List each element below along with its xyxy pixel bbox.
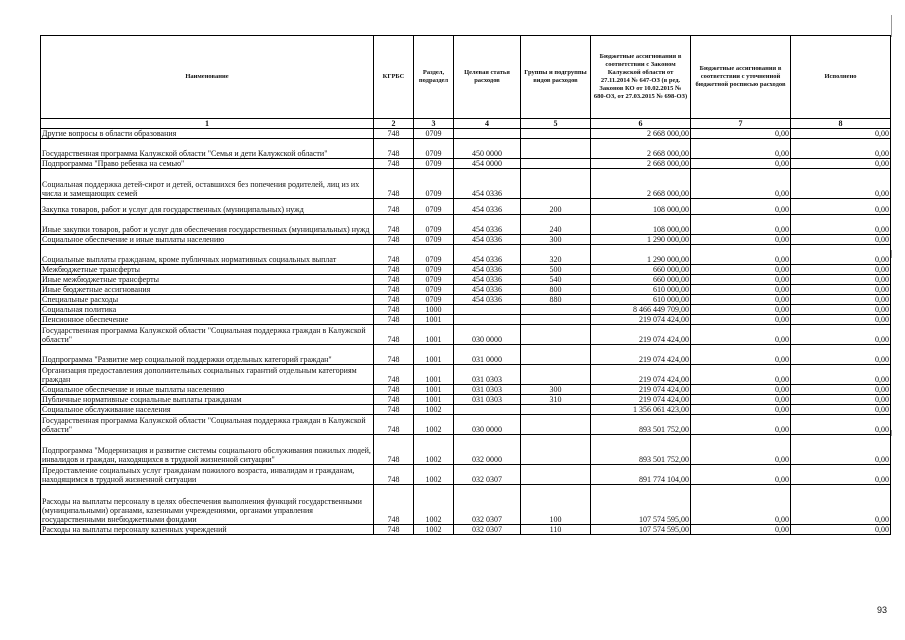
cell-refined: 0,00 <box>691 295 791 305</box>
cell-executed: 0,00 <box>791 285 891 295</box>
cell-expense-type <box>521 415 591 435</box>
cell-refined: 0,00 <box>691 265 791 275</box>
cell-name: Социальная поддержка детей-сирот и детей, оставшихся без попечения родителей, лиц из их числа и замещающих семей <box>41 169 374 199</box>
table-row <box>41 159 891 169</box>
table-row <box>41 215 891 235</box>
header-executed: Исполнено <box>791 36 891 119</box>
cell-kgrbs: 748 <box>374 395 414 405</box>
cell-expense-type <box>521 325 591 345</box>
cell-razdel: 1001 <box>414 345 454 365</box>
cell-amount: 219 074 424,00 <box>591 365 691 385</box>
cell-name: Социальное обеспечение и иные выплаты населению <box>41 385 374 395</box>
cell-refined: 0,00 <box>691 305 791 315</box>
cell-refined: 0,00 <box>691 465 791 485</box>
cell-target-article: 454 0336 <box>454 215 521 235</box>
cell-kgrbs: 748 <box>374 275 414 285</box>
cell-name: Специальные расходы <box>41 295 374 305</box>
cell-razdel: 0709 <box>414 169 454 199</box>
cell-target-article <box>454 405 521 415</box>
header-target-article: Целевая статья расходов <box>454 36 521 119</box>
cell-razdel: 0709 <box>414 159 454 169</box>
cell-refined: 0,00 <box>691 485 791 525</box>
cell-name: Межбюджетные трансферты <box>41 265 374 275</box>
scan-edge-mark <box>891 430 892 436</box>
cell-razdel: 1000 <box>414 305 454 315</box>
cell-name: Предоставление социальных услуг гражданам пожилого возраста, инвалидам и гражданам, находящимся в трудной жизненной ситуации <box>41 465 374 485</box>
cell-executed: 0,00 <box>791 385 891 395</box>
cell-kgrbs: 748 <box>374 365 414 385</box>
cell-amount: 660 000,00 <box>591 275 691 285</box>
cell-razdel: 1001 <box>414 385 454 395</box>
cell-amount: 2 668 000,00 <box>591 169 691 199</box>
cell-name: Социальное обеспечение и иные выплаты населению <box>41 235 374 245</box>
cell-refined: 0,00 <box>691 129 791 139</box>
cell-name: Подпрограмма "Право ребенка на семью" <box>41 159 374 169</box>
cell-expense-type: 320 <box>521 245 591 265</box>
cell-kgrbs: 748 <box>374 345 414 365</box>
cell-expense-type: 540 <box>521 275 591 285</box>
cell-expense-type <box>521 405 591 415</box>
table-row <box>41 365 891 385</box>
cell-kgrbs: 748 <box>374 315 414 325</box>
cell-executed: 0,00 <box>791 465 891 485</box>
cell-expense-type: 500 <box>521 265 591 275</box>
cell-executed: 0,00 <box>791 169 891 199</box>
cell-name: Иные бюджетные ассигнования <box>41 285 374 295</box>
table-row <box>41 235 891 245</box>
cell-target-article: 032 0307 <box>454 485 521 525</box>
cell-executed: 0,00 <box>791 265 891 275</box>
cell-target-article: 032 0000 <box>454 435 521 465</box>
cell-target-article: 454 0336 <box>454 285 521 295</box>
cell-razdel: 0709 <box>414 245 454 265</box>
cell-executed: 0,00 <box>791 485 891 525</box>
cell-kgrbs: 748 <box>374 215 414 235</box>
cell-expense-type <box>521 345 591 365</box>
cell-refined: 0,00 <box>691 525 791 535</box>
table-row <box>41 395 891 405</box>
column-number: 7 <box>691 119 791 129</box>
cell-amount: 219 074 424,00 <box>591 395 691 405</box>
cell-target-article: 032 0307 <box>454 465 521 485</box>
cell-expense-type <box>521 305 591 315</box>
cell-amount: 1 356 061 423,00 <box>591 405 691 415</box>
table-row <box>41 385 891 395</box>
cell-razdel: 1001 <box>414 325 454 345</box>
cell-executed: 0,00 <box>791 139 891 159</box>
scan-edge-mark <box>891 250 892 258</box>
cell-refined: 0,00 <box>691 415 791 435</box>
cell-target-article: 031 0303 <box>454 385 521 395</box>
cell-target-article <box>454 315 521 325</box>
cell-amount: 610 000,00 <box>591 285 691 295</box>
cell-name: Государственная программа Калужской области "Социальная поддержка граждан в Калужской области" <box>41 415 374 435</box>
cell-executed: 0,00 <box>791 325 891 345</box>
table-row <box>41 199 891 215</box>
cell-target-article: 031 0303 <box>454 365 521 385</box>
cell-razdel: 0709 <box>414 129 454 139</box>
header-refined-allocations: Бюджетные ассигнования в соответствии с уточненной бюджетной росписью расходов <box>691 36 791 119</box>
cell-executed: 0,00 <box>791 365 891 385</box>
table-row <box>41 415 891 435</box>
table-row <box>41 405 891 415</box>
cell-amount: 219 074 424,00 <box>591 345 691 365</box>
table-row <box>41 305 891 315</box>
cell-refined: 0,00 <box>691 139 791 159</box>
cell-refined: 0,00 <box>691 435 791 465</box>
cell-target-article: 454 0336 <box>454 169 521 199</box>
cell-target-article: 031 0000 <box>454 345 521 365</box>
cell-refined: 0,00 <box>691 345 791 365</box>
cell-name: Расходы на выплаты персоналу в целях обеспечения выполнения функций государственными (муниципальными) органами, казенными учреждениями, органами управления государственными внебюджетными фондами <box>41 485 374 525</box>
cell-kgrbs: 748 <box>374 245 414 265</box>
cell-target-article: 454 0336 <box>454 295 521 305</box>
cell-executed: 0,00 <box>791 215 891 235</box>
cell-kgrbs: 748 <box>374 295 414 305</box>
cell-refined: 0,00 <box>691 235 791 245</box>
cell-name: Подпрограмма "Развитие мер социальной поддержки отдельных категорий граждан" <box>41 345 374 365</box>
cell-target-article: 031 0303 <box>454 395 521 405</box>
cell-amount: 219 074 424,00 <box>591 315 691 325</box>
table-row <box>41 129 891 139</box>
cell-name: Пенсионное обеспечение <box>41 315 374 325</box>
cell-razdel: 1001 <box>414 365 454 385</box>
cell-name: Публичные нормативные социальные выплаты гражданам <box>41 395 374 405</box>
cell-razdel: 1001 <box>414 315 454 325</box>
cell-name: Организация предоставления дополнительных социальных гарантий отдельным категориям граждан <box>41 365 374 385</box>
cell-razdel: 1001 <box>414 395 454 405</box>
cell-target-article: 450 0000 <box>454 139 521 159</box>
cell-executed: 0,00 <box>791 305 891 315</box>
cell-name: Социальная политика <box>41 305 374 315</box>
cell-expense-type <box>521 435 591 465</box>
table-row <box>41 265 891 275</box>
cell-kgrbs: 748 <box>374 139 414 159</box>
header-name: Наименование <box>41 36 374 119</box>
cell-kgrbs: 748 <box>374 405 414 415</box>
cell-kgrbs: 748 <box>374 199 414 215</box>
cell-target-article: 454 0336 <box>454 265 521 275</box>
cell-target-article: 454 0000 <box>454 159 521 169</box>
cell-amount: 219 074 424,00 <box>591 325 691 345</box>
cell-razdel: 1002 <box>414 415 454 435</box>
cell-expense-type <box>521 465 591 485</box>
table-row <box>41 345 891 365</box>
scan-edge-mark <box>891 15 892 37</box>
cell-refined: 0,00 <box>691 395 791 405</box>
page-number: 93 <box>876 605 887 615</box>
cell-executed: 0,00 <box>791 199 891 215</box>
cell-target-article <box>454 305 521 315</box>
table-row <box>41 169 891 199</box>
cell-expense-type: 880 <box>521 295 591 305</box>
cell-expense-type: 300 <box>521 385 591 395</box>
cell-refined: 0,00 <box>691 159 791 169</box>
table-row <box>41 139 891 159</box>
cell-razdel: 0709 <box>414 265 454 275</box>
cell-executed: 0,00 <box>791 415 891 435</box>
cell-amount: 1 290 000,00 <box>591 235 691 245</box>
table-row <box>41 315 891 325</box>
cell-expense-type <box>521 169 591 199</box>
cell-kgrbs: 748 <box>374 525 414 535</box>
cell-target-article: 030 0000 <box>454 415 521 435</box>
cell-kgrbs: 748 <box>374 435 414 465</box>
cell-executed: 0,00 <box>791 395 891 405</box>
header-expense-type: Группы и подгруппы видов расходов <box>521 36 591 119</box>
cell-name: Социальные выплаты гражданам, кроме публичных нормативных социальных выплат <box>41 245 374 265</box>
cell-razdel: 0709 <box>414 275 454 285</box>
cell-refined: 0,00 <box>691 315 791 325</box>
cell-kgrbs: 748 <box>374 385 414 395</box>
cell-razdel: 1002 <box>414 405 454 415</box>
cell-refined: 0,00 <box>691 199 791 215</box>
cell-target-article: 032 0307 <box>454 525 521 535</box>
cell-name: Подпрограмма "Модернизация и развитие системы социального обслуживания пожилых людей, инвалидов и граждан, находящихся в трудной жизненной ситуации" <box>41 435 374 465</box>
cell-kgrbs: 748 <box>374 415 414 435</box>
cell-amount: 107 574 595,00 <box>591 525 691 535</box>
table-row <box>41 525 891 535</box>
cell-target-article: 454 0336 <box>454 235 521 245</box>
cell-kgrbs: 748 <box>374 129 414 139</box>
column-number: 6 <box>591 119 691 129</box>
cell-amount: 2 668 000,00 <box>591 129 691 139</box>
table-body <box>41 119 891 535</box>
cell-amount: 1 290 000,00 <box>591 245 691 265</box>
cell-kgrbs: 748 <box>374 285 414 295</box>
cell-name: Другие вопросы в области образования <box>41 129 374 139</box>
table-row <box>41 325 891 345</box>
cell-executed: 0,00 <box>791 129 891 139</box>
cell-amount: 108 000,00 <box>591 215 691 235</box>
cell-kgrbs: 748 <box>374 305 414 315</box>
cell-amount: 2 668 000,00 <box>591 159 691 169</box>
table-row <box>41 285 891 295</box>
cell-executed: 0,00 <box>791 435 891 465</box>
cell-executed: 0,00 <box>791 315 891 325</box>
cell-razdel: 0709 <box>414 199 454 215</box>
cell-expense-type <box>521 365 591 385</box>
cell-expense-type: 300 <box>521 235 591 245</box>
cell-refined: 0,00 <box>691 325 791 345</box>
table-row <box>41 465 891 485</box>
cell-refined: 0,00 <box>691 275 791 285</box>
cell-razdel: 1002 <box>414 525 454 535</box>
cell-executed: 0,00 <box>791 295 891 305</box>
cell-razdel: 0709 <box>414 139 454 159</box>
cell-kgrbs: 748 <box>374 159 414 169</box>
cell-target-article: 454 0336 <box>454 245 521 265</box>
cell-expense-type: 240 <box>521 215 591 235</box>
cell-kgrbs: 748 <box>374 235 414 245</box>
cell-amount: 2 668 000,00 <box>591 139 691 159</box>
column-number: 3 <box>414 119 454 129</box>
table-row <box>41 485 891 525</box>
cell-amount: 219 074 424,00 <box>591 385 691 395</box>
cell-razdel: 1002 <box>414 435 454 465</box>
column-number: 8 <box>791 119 891 129</box>
cell-target-article: 030 0000 <box>454 325 521 345</box>
header-razdel: Раздел, подраздел <box>414 36 454 119</box>
cell-refined: 0,00 <box>691 285 791 295</box>
cell-target-article <box>454 129 521 139</box>
column-number: 4 <box>454 119 521 129</box>
cell-name: Иные закупки товаров, работ и услуг для обеспечения государственных (муниципальных) нужд <box>41 215 374 235</box>
cell-executed: 0,00 <box>791 525 891 535</box>
cell-executed: 0,00 <box>791 345 891 365</box>
cell-refined: 0,00 <box>691 245 791 265</box>
header-law-allocations: Бюджетные ассигнования в соответствии с Законом Калужской области от 27.11.2014 № 647-ОЗ (в ред. Законов КО от 10.02.2015 № 680-ОЗ, от 27.03.2015 № 698-ОЗ) <box>591 36 691 119</box>
cell-kgrbs: 748 <box>374 265 414 275</box>
cell-name: Государственная программа Калужской области "Семья и дети Калужской области" <box>41 139 374 159</box>
table-row <box>41 245 891 265</box>
cell-amount: 660 000,00 <box>591 265 691 275</box>
column-number: 5 <box>521 119 591 129</box>
cell-executed: 0,00 <box>791 235 891 245</box>
cell-name: Иные межбюджетные трансферты <box>41 275 374 285</box>
cell-target-article: 454 0336 <box>454 275 521 285</box>
cell-expense-type <box>521 139 591 159</box>
cell-name: Расходы на выплаты персоналу казенных учреждений <box>41 525 374 535</box>
budget-table <box>40 35 891 535</box>
cell-refined: 0,00 <box>691 365 791 385</box>
cell-name: Государственная программа Калужской области "Социальная поддержка граждан в Калужской области" <box>41 325 374 345</box>
cell-expense-type: 800 <box>521 285 591 295</box>
cell-amount: 8 466 449 709,00 <box>591 305 691 315</box>
cell-razdel: 1002 <box>414 485 454 525</box>
cell-target-article: 454 0336 <box>454 199 521 215</box>
cell-amount: 107 574 595,00 <box>591 485 691 525</box>
column-number-row <box>41 119 891 129</box>
cell-razdel: 1002 <box>414 465 454 485</box>
cell-name: Закупка товаров, работ и услуг для государственных (муниципальных) нужд <box>41 199 374 215</box>
cell-expense-type <box>521 159 591 169</box>
table-row <box>41 295 891 305</box>
cell-executed: 0,00 <box>791 405 891 415</box>
cell-executed: 0,00 <box>791 275 891 285</box>
column-number: 2 <box>374 119 414 129</box>
cell-refined: 0,00 <box>691 385 791 395</box>
header-kgrbs: КГРБС <box>374 36 414 119</box>
cell-executed: 0,00 <box>791 245 891 265</box>
cell-refined: 0,00 <box>691 169 791 199</box>
cell-expense-type: 110 <box>521 525 591 535</box>
cell-kgrbs: 748 <box>374 485 414 525</box>
cell-amount: 893 501 752,00 <box>591 435 691 465</box>
table-row <box>41 275 891 285</box>
cell-amount: 893 501 752,00 <box>591 415 691 435</box>
cell-refined: 0,00 <box>691 405 791 415</box>
cell-name: Социальное обслуживание населения <box>41 405 374 415</box>
cell-kgrbs: 748 <box>374 465 414 485</box>
cell-expense-type <box>521 129 591 139</box>
cell-razdel: 0709 <box>414 295 454 305</box>
cell-expense-type: 310 <box>521 395 591 405</box>
cell-executed: 0,00 <box>791 159 891 169</box>
cell-amount: 108 000,00 <box>591 199 691 215</box>
cell-amount: 891 774 104,00 <box>591 465 691 485</box>
cell-razdel: 0709 <box>414 285 454 295</box>
cell-expense-type <box>521 315 591 325</box>
cell-razdel: 0709 <box>414 235 454 245</box>
cell-kgrbs: 748 <box>374 325 414 345</box>
header-row <box>41 36 891 119</box>
cell-razdel: 0709 <box>414 215 454 235</box>
cell-refined: 0,00 <box>691 215 791 235</box>
table-row <box>41 435 891 465</box>
cell-expense-type: 200 <box>521 199 591 215</box>
cell-amount: 610 000,00 <box>591 295 691 305</box>
cell-expense-type: 100 <box>521 485 591 525</box>
column-number: 1 <box>41 119 374 129</box>
cell-kgrbs: 748 <box>374 169 414 199</box>
